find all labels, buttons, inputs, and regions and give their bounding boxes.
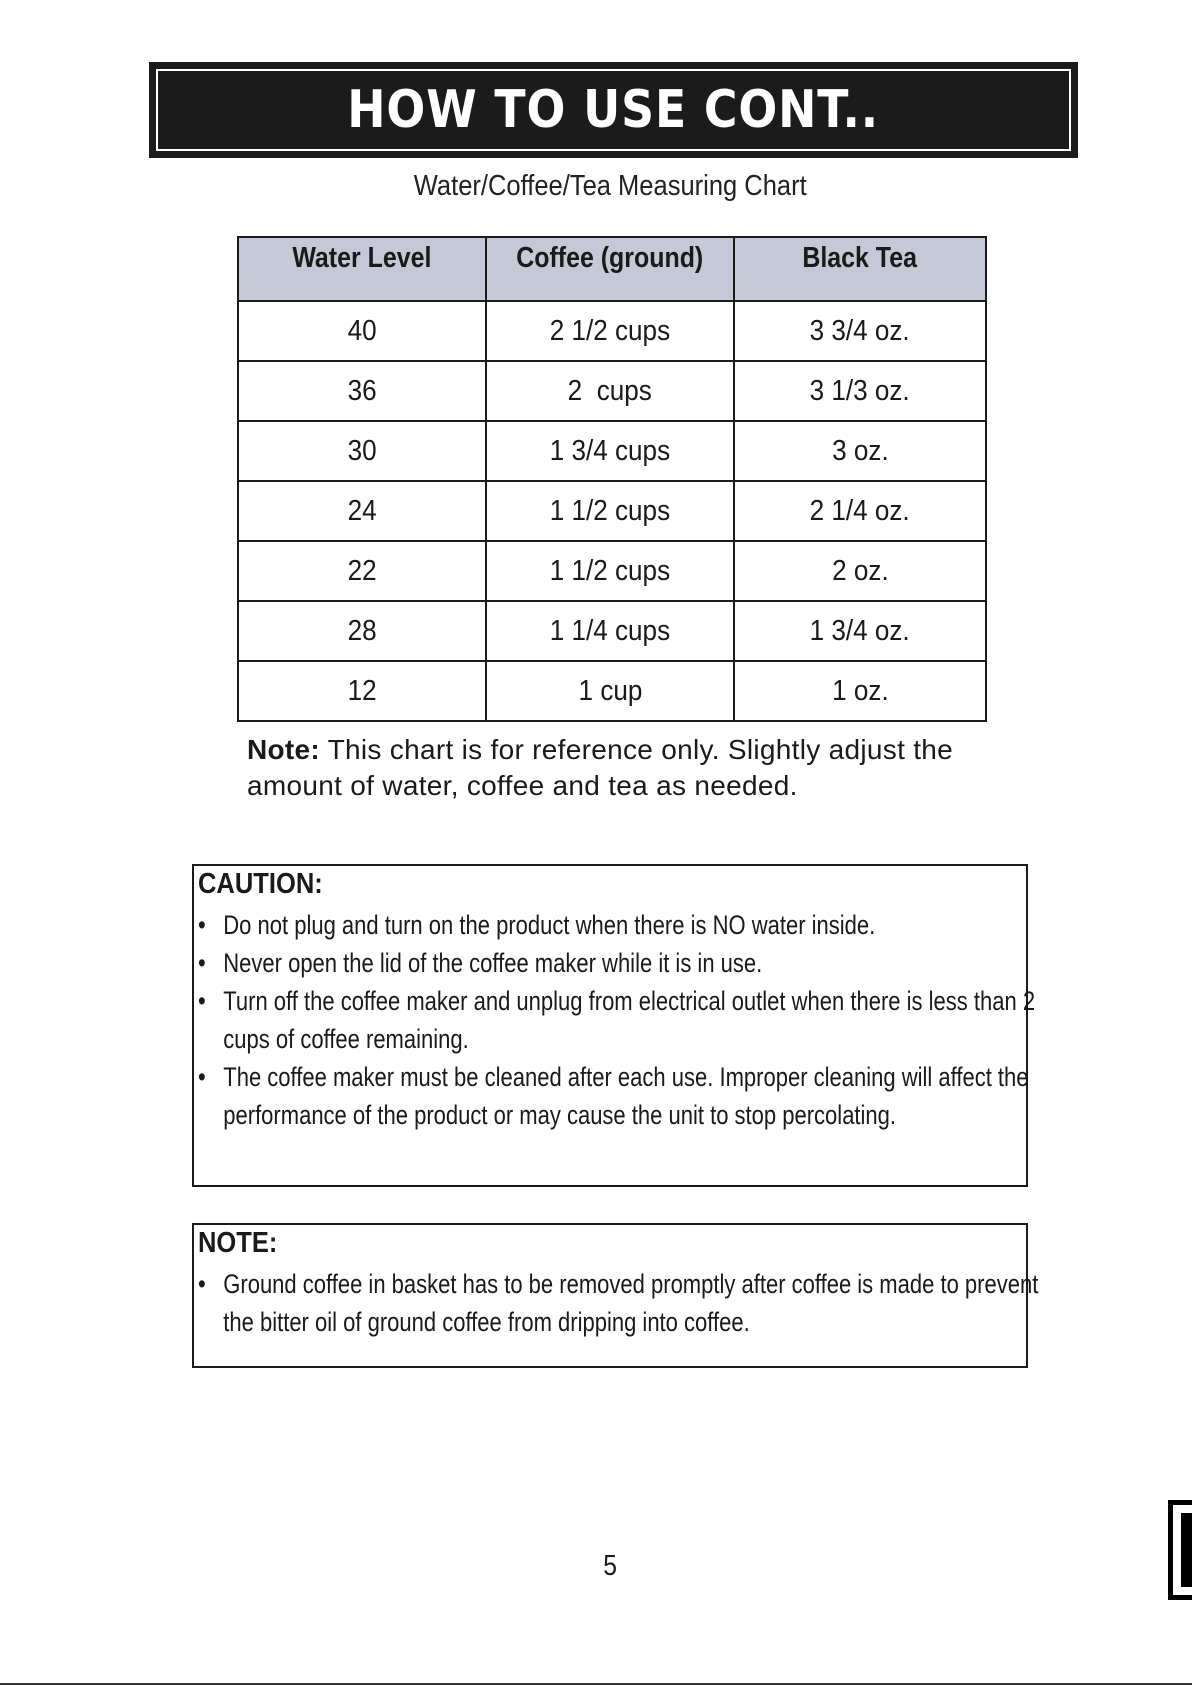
measuring-chart-table [237,236,987,722]
caution-list [198,906,1098,1134]
list-item: • Do not plug and turn on the product when there is NO water inside. [198,906,1046,944]
table-row [238,481,986,541]
chart-note-label: Note: [247,734,321,765]
table-row [238,421,986,481]
header-water-level: Water Level [238,237,486,301]
chart-caption-text: Water/Coffee/Tea Measuring Chart [413,170,807,202]
bullet-icon: • [198,986,206,1016]
note-list [198,1265,1098,1341]
list-item: • Turn off the coffee maker and unplug from electrical outlet when there is less than 2 cups of coffee remaining. [198,982,1046,1058]
table-row [238,361,986,421]
header-black-tea: Black Tea [734,237,986,301]
coffee-cell: 1 1/2 cups [486,541,734,601]
tea-cell: 2 1/4 oz. [734,481,986,541]
bullet-icon: • [198,1269,206,1299]
edge-tab-marker [1168,1500,1192,1600]
tea-cell: 2 oz. [734,541,986,601]
note-box [192,1223,1039,1368]
water-level-cell: 40 [238,301,486,361]
bullet-icon: • [198,948,206,978]
coffee-cell: 1 1/2 cups [486,481,734,541]
page-number: 5 [603,1550,617,1582]
note-heading: NOTE: [198,1227,278,1259]
coffee-cell: 1 cup [486,661,734,721]
title-banner [149,62,1078,158]
water-level-cell: 28 [238,601,486,661]
list-item: • Never open the lid of the coffee maker while it is in use. [198,944,1046,982]
water-level-cell: 22 [238,541,486,601]
tea-cell: 3 oz. [734,421,986,481]
bullet-icon: • [198,1062,206,1092]
water-level-cell: 30 [238,421,486,481]
coffee-cell: 1 3/4 cups [486,421,734,481]
tea-cell: 3 3/4 oz. [734,301,986,361]
tea-cell: 1 oz. [734,661,986,721]
water-level-cell: 24 [238,481,486,541]
caution-box [192,864,1036,1187]
header-coffee-ground: Coffee (ground) [486,237,734,301]
page-title: HOW TO USE CONT.. [347,80,880,140]
tea-cell: 1 3/4 oz. [734,601,986,661]
list-item: • Ground coffee in basket has to be removed promptly after coffee is made to prevent the bitter oil of ground coffee from dripping into coffee. [198,1265,1046,1341]
table-row [238,661,986,721]
water-level-cell: 12 [238,661,486,721]
table-header-row [238,237,986,301]
table-row [238,601,986,661]
chart-note [247,732,987,804]
list-item: • The coffee maker must be cleaned after each use. Improper cleaning will affect the performance of the product or may cause the unit to stop percolating. [198,1058,1046,1134]
coffee-cell: 2 cups [486,361,734,421]
water-level-cell: 36 [238,361,486,421]
title-banner-frame [156,69,1071,151]
caution-heading: CAUTION: [198,868,323,900]
chart-caption [0,170,1192,203]
coffee-cell: 2 1/2 cups [486,301,734,361]
bullet-icon: • [198,910,206,940]
table-row [238,541,986,601]
tea-cell: 3 1/3 oz. [734,361,986,421]
chart-note-body: This chart is for reference only. Slightly adjust the amount of water, coffee and tea as needed. [247,734,954,801]
table-row [238,301,986,361]
coffee-cell: 1 1/4 cups [486,601,734,661]
